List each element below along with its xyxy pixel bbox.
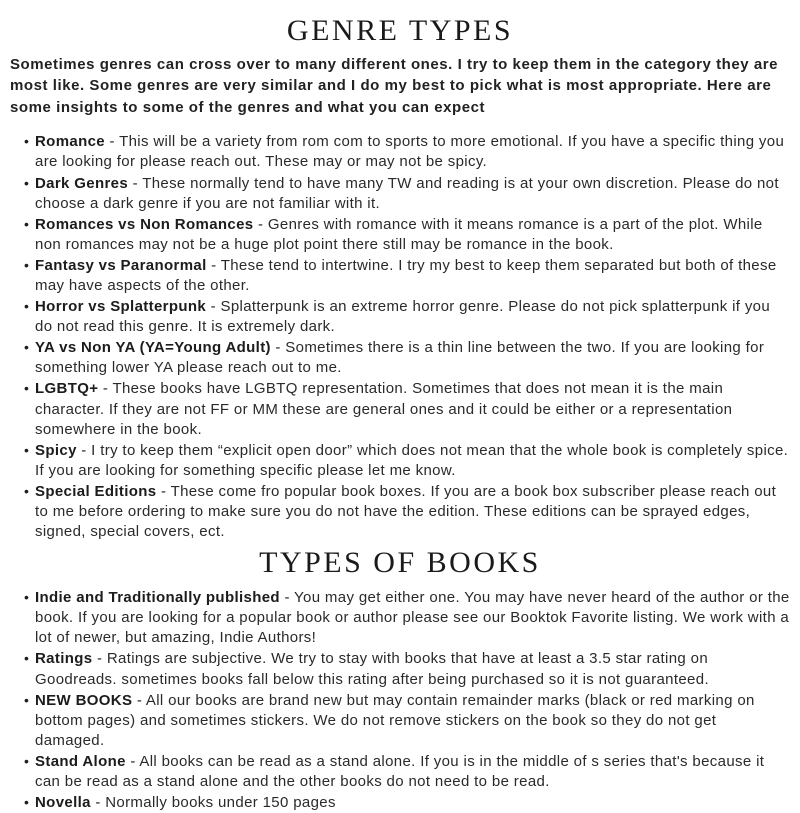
term-separator: - [253,215,268,233]
term-separator: - [90,794,106,812]
term-separator: - [76,441,92,459]
bullet-icon: • [24,339,30,356]
term-separator: - [156,482,171,500]
list-item [24,691,790,751]
term-separator: - [206,256,221,274]
list-item [24,752,790,792]
genre-description: These come fro popular book boxes. If you are a book box subscriber please reach out to me before ordering to make sure you do not have the edition. These editions can be sprayed edges, signed, special covers, ect. [35,482,777,541]
bullet-icon: • [24,298,30,315]
list-item [24,132,790,172]
genre-description: Sometimes there is a thin line between the two. If you are looking for something lower YA please reach out to me. [35,339,765,377]
list-item [24,588,790,648]
term-separator: - [206,298,221,316]
book-type-term: Indie and Traditionally published [35,589,280,607]
genre-description: This will be a variety from rom com to sports to more emotional. If you have a specific thing you are looking for please reach out. These may or may not be spicy. [35,133,785,171]
bullet-icon: • [24,256,30,273]
bullet-icon: • [24,482,30,499]
term-separator: - [279,589,295,607]
bullet-icon: • [24,174,30,191]
list-item [24,174,790,214]
bullet-icon: • [24,589,30,606]
genre-term: Spicy [35,441,77,459]
list-item [24,441,790,481]
bullet-icon: • [24,133,30,150]
genre-term: Romance [35,133,105,151]
list-item [24,297,790,337]
term-separator: - [98,380,113,398]
page-title: GENRE TYPES [286,14,514,47]
bullet-icon: • [24,794,30,811]
bullet-icon: • [24,752,30,769]
section-title-types-of-books: TYPES OF BOOKS [259,546,541,580]
list-item [24,482,790,542]
book-type-description: All books can be read as a stand alone. If you is in the middle of s series that's because it can be read as a stand alone and the other books do not need to be read. [35,752,765,791]
term-separator: - [104,133,120,151]
book-type-term: NEW BOOKS [35,691,133,709]
book-type-description: Normally books under 150 pages [105,794,336,812]
genre-list [10,132,790,542]
list-item [24,338,790,378]
bullet-icon: • [24,215,30,232]
term-separator: - [92,650,107,668]
genre-term: Romances vs Non Romances [35,215,254,233]
term-separator: - [270,339,286,357]
genre-description: These books have LGBTQ representation. Sometimes that does not mean it is the main character. If they are not FF or MM these are general ones and it could be either or a representation somewhere in the book. [35,380,733,438]
bullet-icon: • [24,650,30,667]
bullet-icon: • [24,441,30,458]
genre-description: These tend to intertwine. I try my best to keep them separated but both of these may have aspects of the other. [35,256,777,294]
genre-term: Horror vs Splatterpunk [35,298,207,316]
genre-description: Splatterpunk is an extreme horror genre. Please do not pick splatterpunk if you do not read this genre. It is extremely dark. [35,298,771,336]
book-types-list [10,588,790,813]
genre-term: YA vs Non YA (YA=Young Adult) [35,339,271,357]
genre-term: Special Editions [35,482,157,500]
list-item [24,379,790,439]
list-item [24,649,790,689]
genre-description: I try to keep them “explicit open door” which does not mean that the whole book is completely spice. If you are looking for something specific please let me know. [35,441,789,479]
term-separator: - [128,174,143,192]
genre-term: Fantasy vs Paranormal [35,256,207,274]
book-type-term: Ratings [35,650,93,668]
list-item [24,215,790,255]
book-type-term: Novella [35,794,91,812]
genre-description: These normally tend to have many TW and reading is at your own discretion. Please do not choose a dark genre if you are not familiar with it. [35,174,779,212]
genre-description: Genres with romance with it means romance is a part of the plot. While non romances may not be a huge plot point there still may be romance in the book. [35,215,763,253]
list-item [24,793,790,813]
book-type-description: All our books are brand new but may contain remainder marks (black or red marking on bottom pages) and sometimes stickers. We do not remove stickers on the book so they do not get damaged. [35,691,755,749]
term-separator: - [132,691,146,709]
intro-paragraph: Sometimes genres can cross over to many different ones. I try to keep them in the category they are most like. Some genres are very similar and I do my best to pick what is most appropriate. Here are some insights to some of the genres and what you can expect [10,56,779,116]
list-item [24,256,790,296]
genre-term: Dark Genres [35,174,129,192]
genre-term: LGBTQ+ [35,380,99,398]
bullet-icon: • [24,691,30,708]
bullet-icon: • [24,380,30,397]
term-separator: - [125,752,140,770]
book-type-description: You may get either one. You may have never heard of the author or the book. If you are looking for a popular book or author please see our Booktok Favorite listing. We work with a lot of newer, but amazing, Indie Authors! [35,589,790,647]
book-type-term: Stand Alone [35,752,126,770]
book-type-description: Ratings are subjective. We try to stay with books that have at least a 3.5 star rating on Goodreads. sometimes books fall below this rating after being purchased so it is not guaranteed. [35,650,709,688]
